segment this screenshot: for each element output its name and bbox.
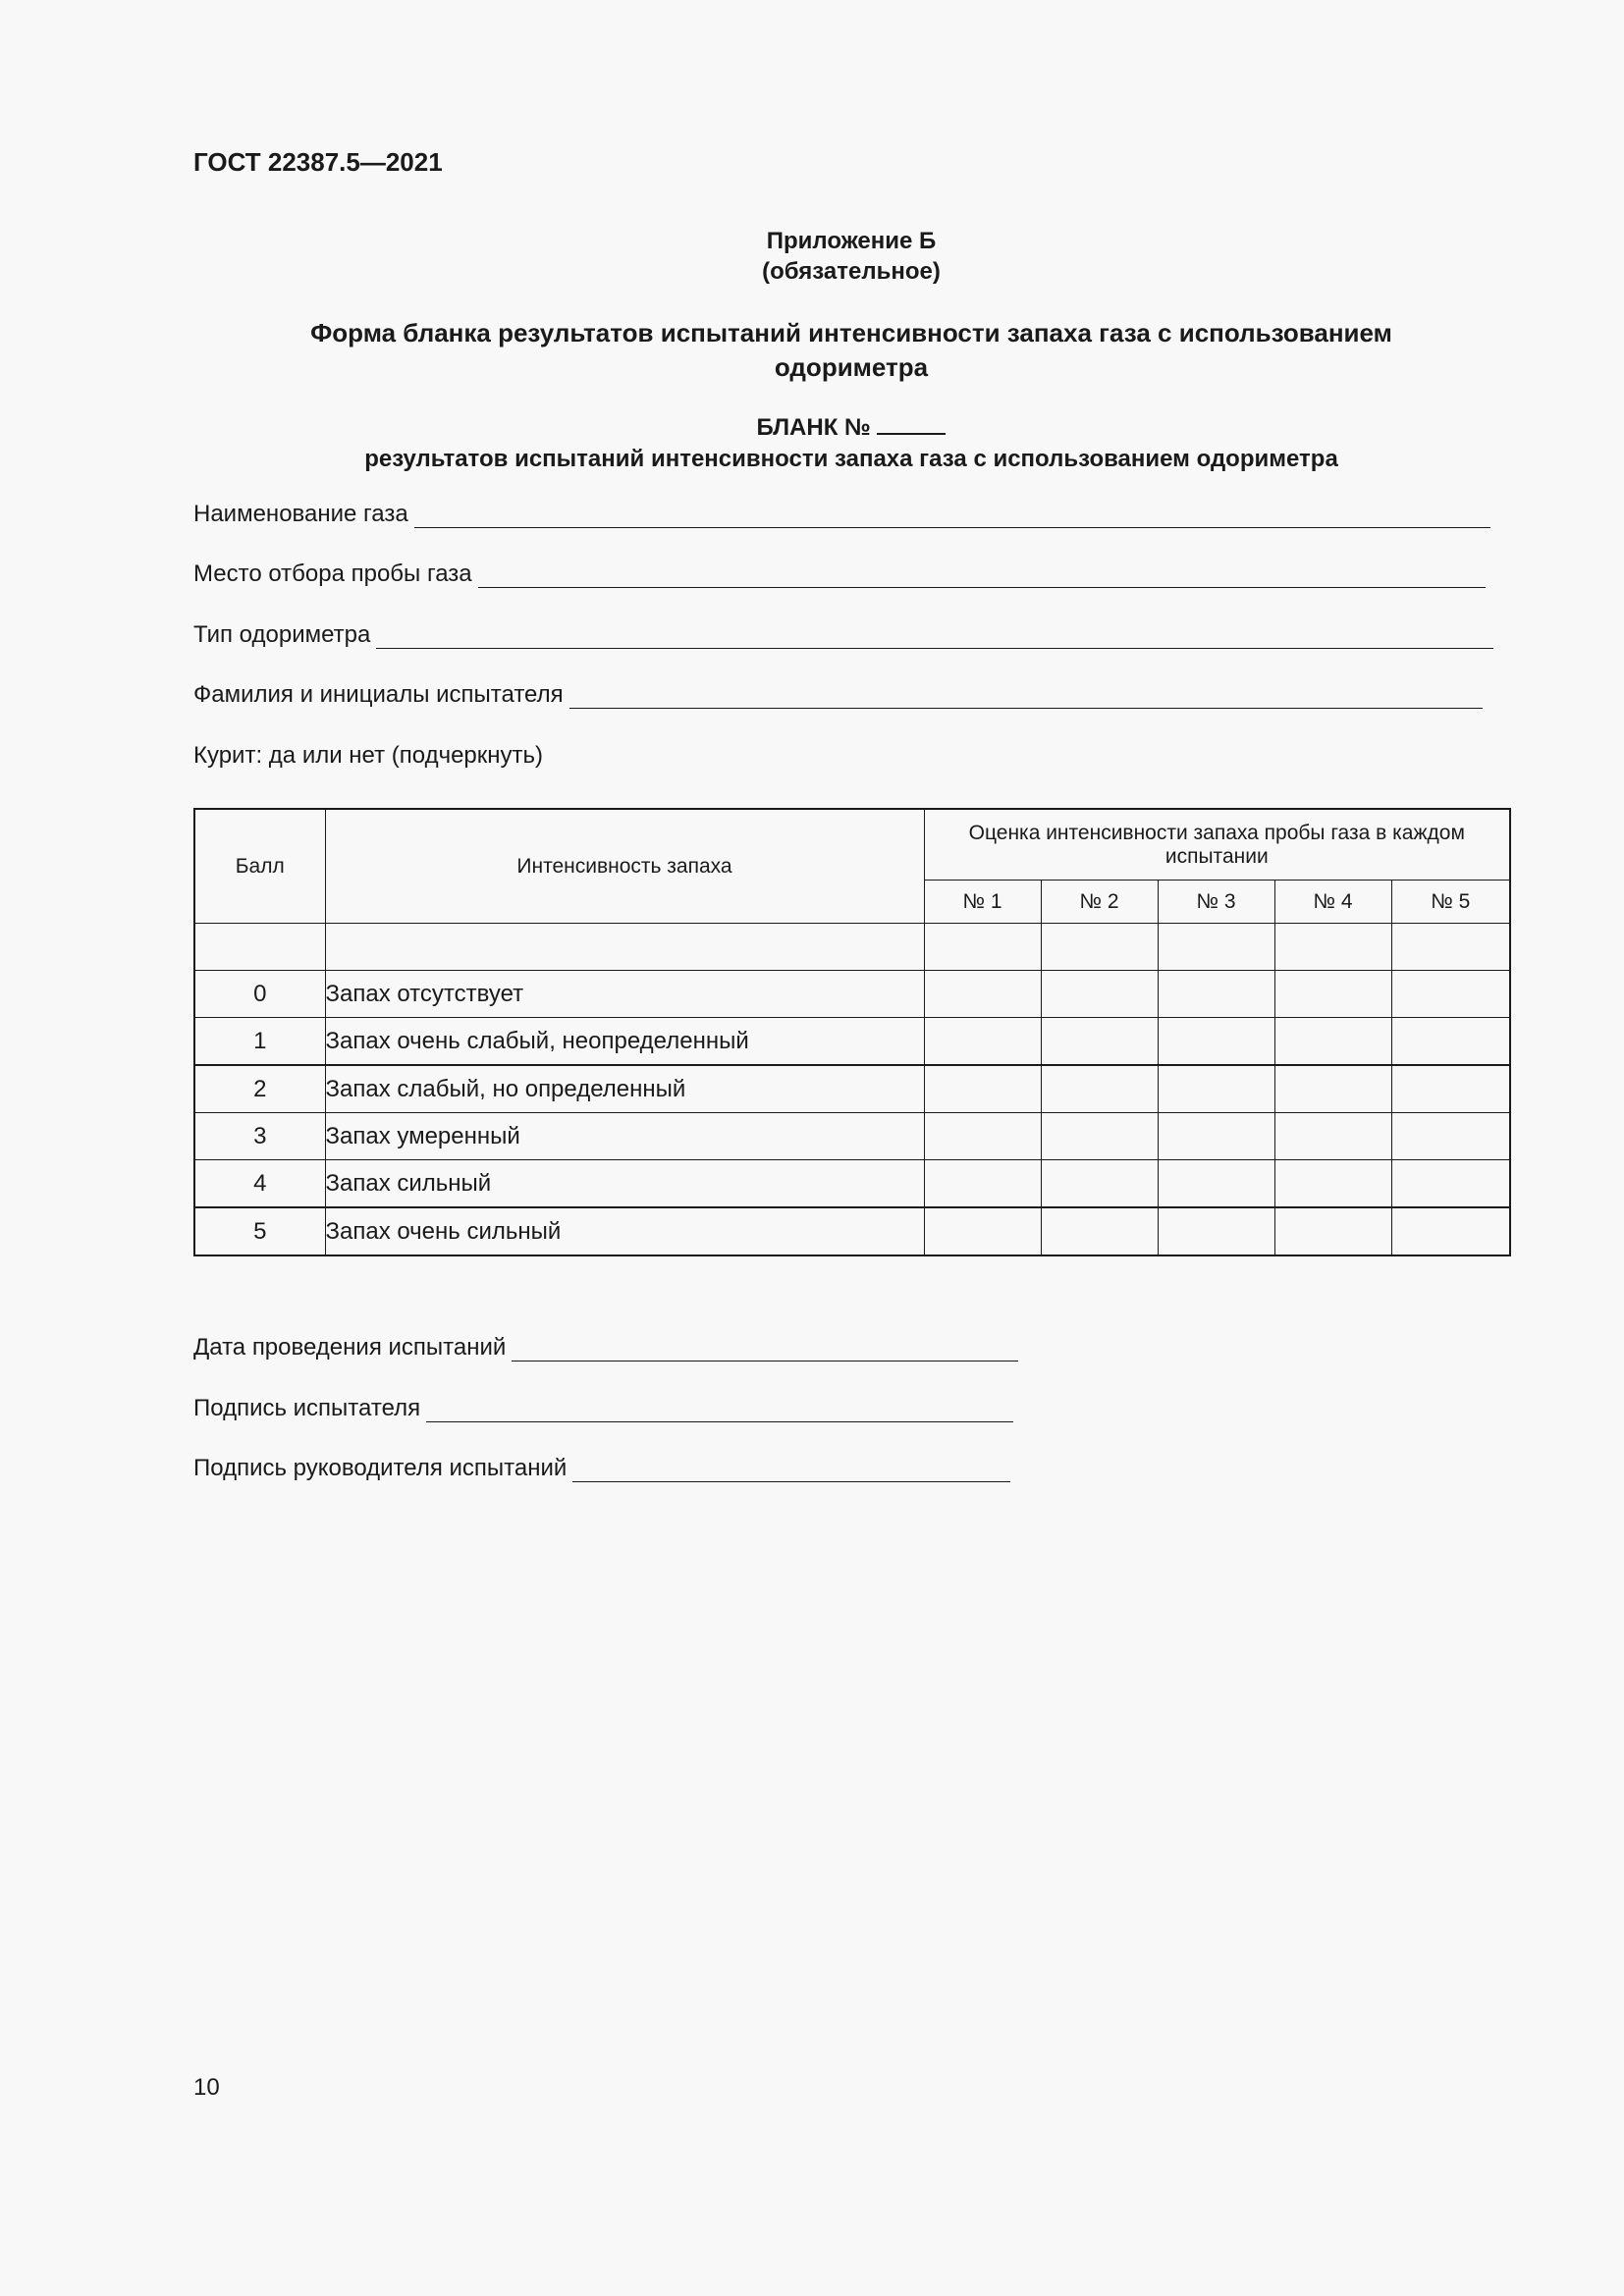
description-cell: Запах сильный	[325, 1160, 924, 1208]
trial-cell[interactable]	[1391, 971, 1510, 1018]
description-cell: Запах очень сильный	[325, 1207, 924, 1255]
blank-number-field[interactable]	[877, 413, 946, 435]
score-cell: 1	[194, 1018, 325, 1066]
tester-name-field	[193, 681, 1483, 709]
trial-cell[interactable]	[1041, 971, 1158, 1018]
trial-cell[interactable]	[1158, 1065, 1274, 1113]
tester-name-label: Фамилия и инициалы испытателя	[193, 681, 564, 708]
table-row	[194, 1113, 1510, 1160]
trial-cell[interactable]	[1274, 1113, 1391, 1160]
score-cell: 5	[194, 1207, 325, 1255]
trial-cell[interactable]	[1391, 1160, 1510, 1208]
trial-cell[interactable]	[1391, 1065, 1510, 1113]
sampling-place-label: Место отбора пробы газа	[193, 561, 472, 587]
table-row	[194, 1018, 1510, 1066]
trial-cell[interactable]	[1274, 1018, 1391, 1066]
trial-cell[interactable]	[1041, 1160, 1158, 1208]
table-row	[194, 1065, 1510, 1113]
score-cell: 2	[194, 1065, 325, 1113]
blank-subtitle: результатов испытаний интенсивности запаха газа с использованием одориметра	[364, 446, 1338, 472]
trial-2-header: № 2	[1041, 881, 1158, 924]
trial-cell[interactable]	[924, 971, 1041, 1018]
gas-name-field	[193, 501, 1490, 528]
score-column-header: Балл	[194, 809, 325, 924]
trial-cell[interactable]	[1158, 1113, 1274, 1160]
trial-cell[interactable]	[1274, 1065, 1391, 1113]
supervisor-signature-input-line[interactable]	[572, 1460, 1010, 1482]
sampling-place-field	[193, 561, 1486, 588]
trial-cell[interactable]	[924, 1065, 1041, 1113]
trial-cell[interactable]	[1274, 1160, 1391, 1208]
tester-signature-label: Подпись испытателя	[193, 1395, 421, 1421]
gas-name-label: Наименование газа	[193, 501, 408, 527]
sampling-place-input-line[interactable]	[478, 565, 1486, 588]
standard-code: ГОСТ 22387.5—2021	[193, 147, 443, 177]
trials-group-header: Оценка интенсивности запаха пробы газа в каждом испытании	[924, 809, 1510, 881]
intensity-column-header: Интенсивность запаха	[325, 809, 924, 924]
score-cell: 4	[194, 1160, 325, 1208]
score-cell: 3	[194, 1113, 325, 1160]
trial-cell[interactable]	[1041, 1018, 1158, 1066]
trial-cell[interactable]	[1041, 1065, 1158, 1113]
appendix-heading	[193, 226, 1509, 287]
form-title-line-1: Форма бланка результатов испытаний интенсивности запаха газа с использованием	[310, 318, 1392, 347]
description-cell: Запах очень слабый, неопределенный	[325, 1018, 924, 1066]
description-cell: Запах слабый, но определенный	[325, 1065, 924, 1113]
trial-cell[interactable]	[1041, 1113, 1158, 1160]
trial-cell[interactable]	[1158, 1160, 1274, 1208]
test-date-label: Дата проведения испытаний	[193, 1334, 507, 1361]
trial-cell[interactable]	[1274, 1207, 1391, 1255]
form-title-line-2: одориметра	[774, 352, 929, 382]
odorimeter-type-input-line[interactable]	[376, 626, 1493, 649]
odor-intensity-table	[193, 808, 1511, 1256]
trial-cell[interactable]	[1391, 1207, 1510, 1255]
trial-cell[interactable]	[1041, 1207, 1158, 1255]
trial-cell[interactable]	[1158, 971, 1274, 1018]
supervisor-signature-field	[193, 1455, 1010, 1482]
tester-signature-field	[193, 1395, 1013, 1422]
smoking-note: Курит: да или нет (подчеркнуть)	[193, 742, 544, 769]
trial-1-header: № 1	[924, 881, 1041, 924]
test-date-input-line[interactable]	[512, 1339, 1018, 1362]
form-title	[193, 316, 1509, 385]
trial-4-header: № 4	[1274, 881, 1391, 924]
trial-cell[interactable]	[1158, 1207, 1274, 1255]
blank-number-row	[193, 412, 1509, 444]
blank-heading	[193, 412, 1509, 475]
tester-signature-input-line[interactable]	[426, 1400, 1013, 1422]
trial-3-header: № 3	[1158, 881, 1274, 924]
trial-cell[interactable]	[1274, 971, 1391, 1018]
score-cell: 0	[194, 971, 325, 1018]
test-date-field	[193, 1334, 1018, 1362]
trial-cell[interactable]	[924, 1160, 1041, 1208]
page-number: 10	[193, 2074, 220, 2101]
trial-cell[interactable]	[924, 1113, 1041, 1160]
gas-name-input-line[interactable]	[414, 506, 1490, 528]
trial-cell[interactable]	[1158, 1018, 1274, 1066]
trial-cell[interactable]	[1391, 1018, 1510, 1066]
supervisor-signature-label: Подпись руководителя испытаний	[193, 1455, 568, 1481]
table-row	[194, 971, 1510, 1018]
trial-cell[interactable]	[1391, 1113, 1510, 1160]
trial-cell[interactable]	[924, 1018, 1041, 1066]
trial-cell[interactable]	[924, 1207, 1041, 1255]
description-cell: Запах умеренный	[325, 1113, 924, 1160]
table-row	[194, 1160, 1510, 1208]
table-row	[194, 1207, 1510, 1255]
tester-name-input-line[interactable]	[569, 686, 1483, 709]
description-cell: Запах отсутствует	[325, 971, 924, 1018]
trial-5-header: № 5	[1391, 881, 1510, 924]
odorimeter-type-field	[193, 621, 1493, 649]
blank-number-label: БЛАНК №	[756, 414, 871, 441]
odorimeter-type-label: Тип одориметра	[193, 621, 371, 648]
appendix-status: (обязательное)	[762, 258, 941, 285]
appendix-title: Приложение Б	[766, 228, 937, 254]
